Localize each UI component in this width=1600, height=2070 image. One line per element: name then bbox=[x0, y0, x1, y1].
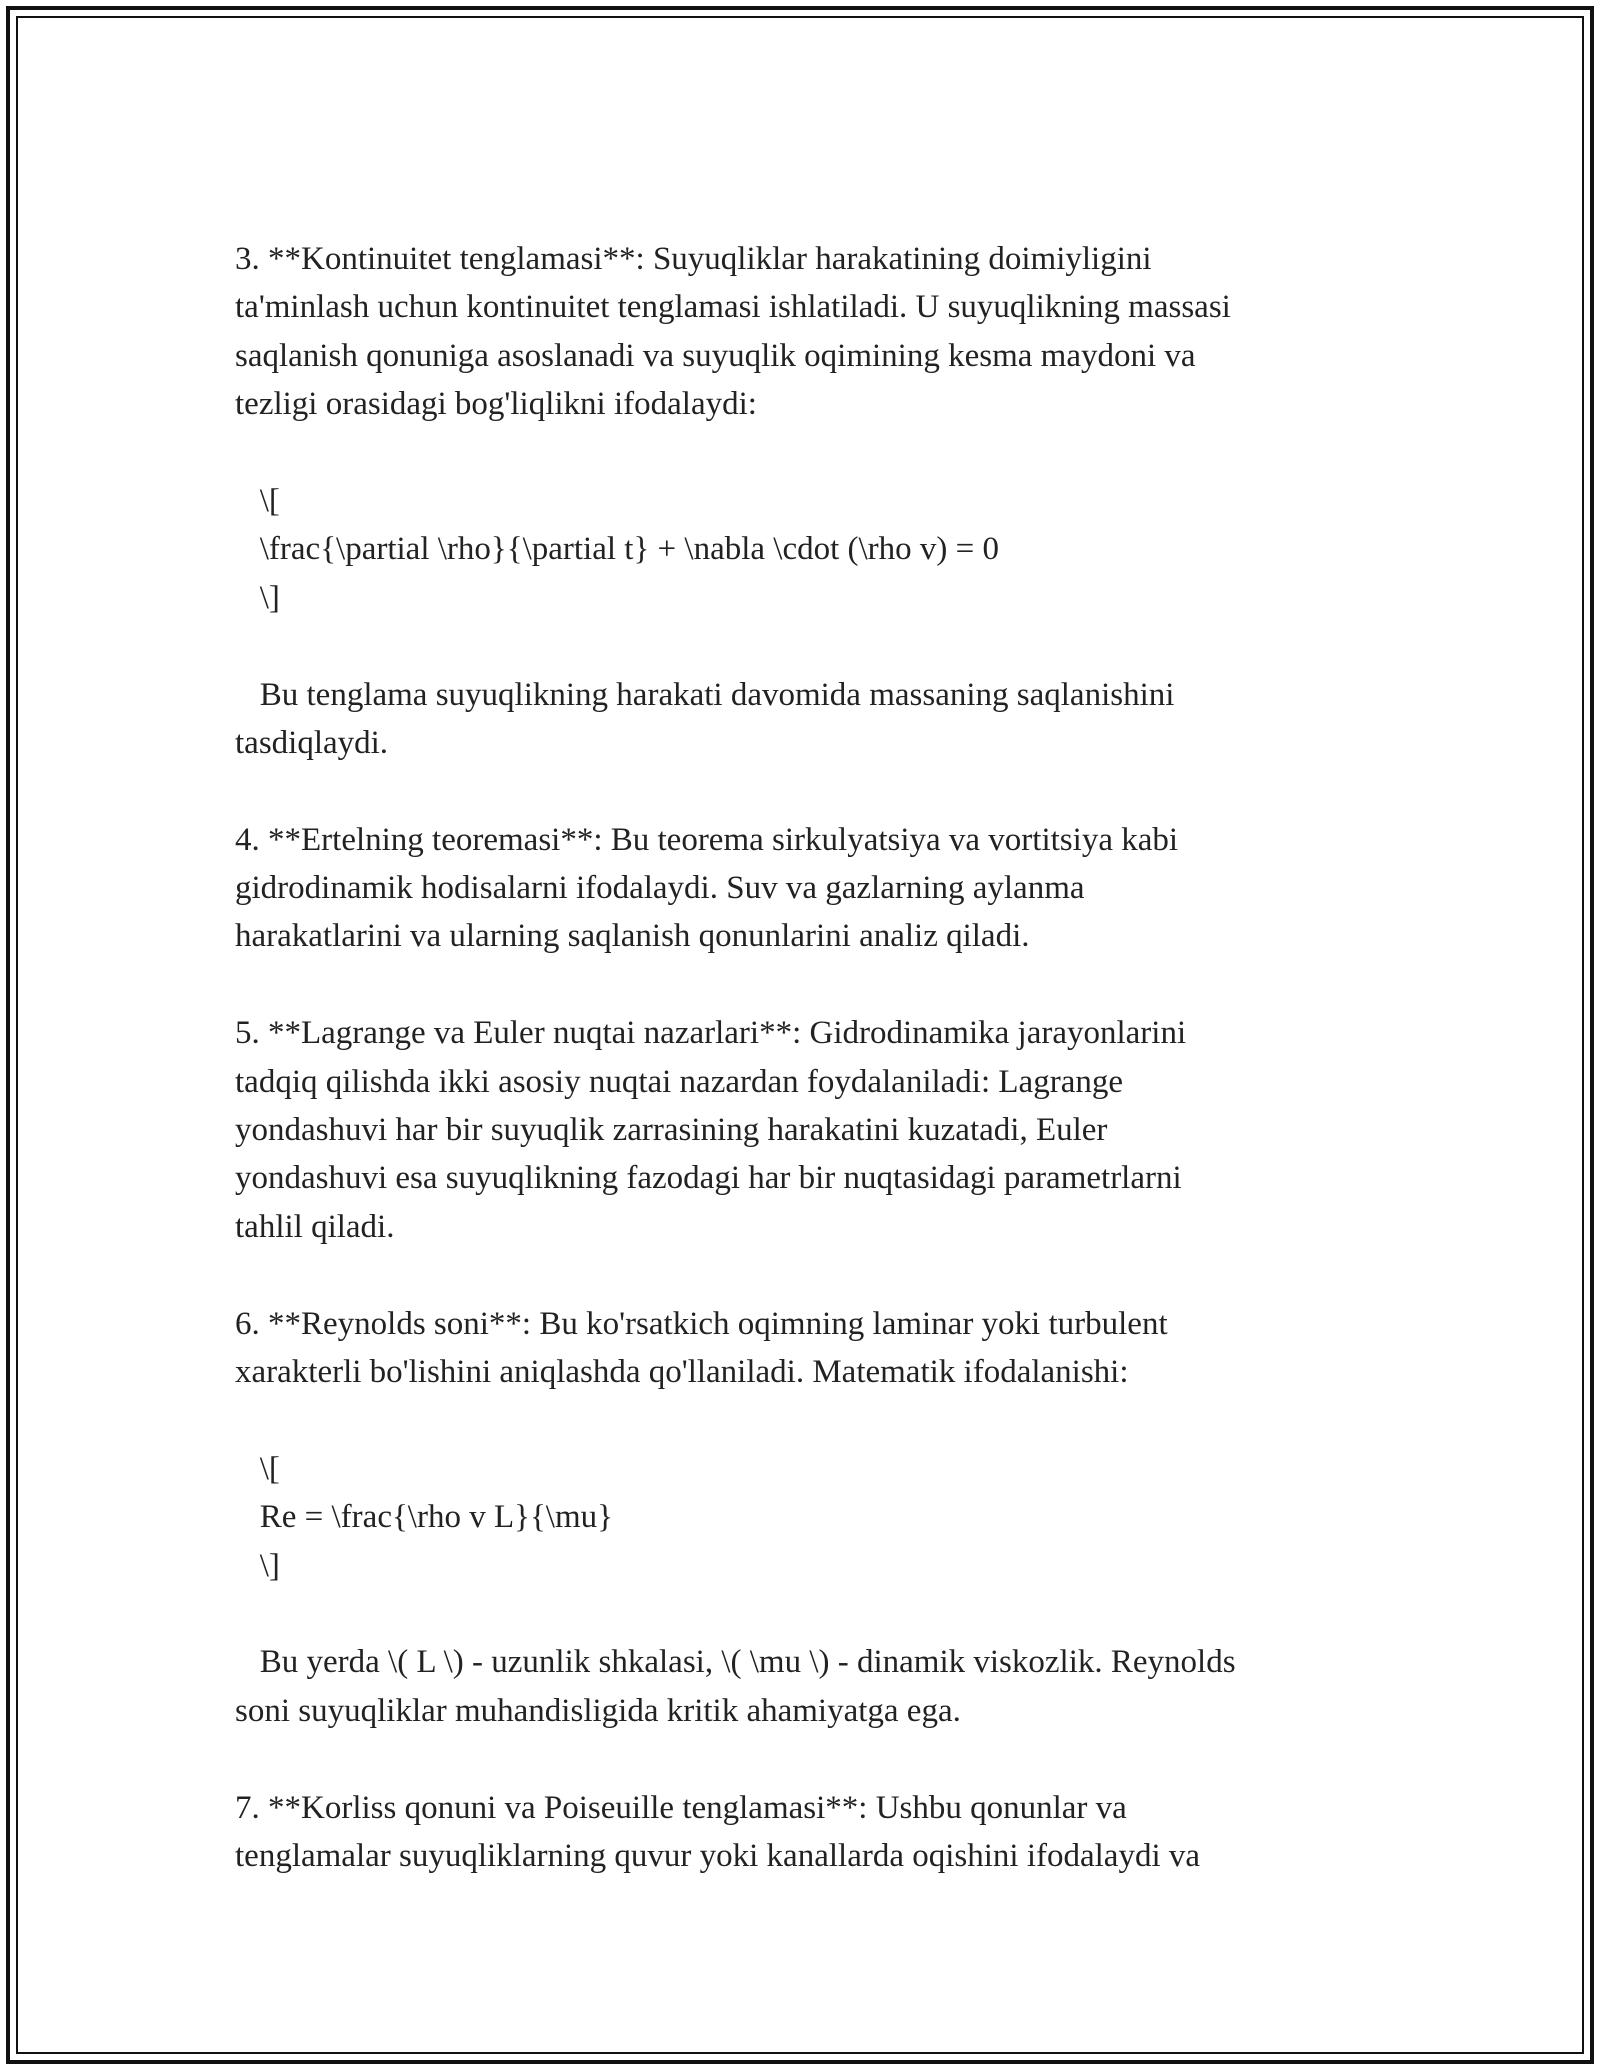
blank-line bbox=[235, 961, 1375, 1009]
text-line: tasdiqlaydi. bbox=[235, 724, 389, 761]
text-line: gidrodinamik hodisalarni ifodalaydi. Suv va gazlarning aylanma bbox=[235, 870, 1085, 907]
text-line: \] bbox=[235, 579, 280, 616]
text-line: yondashuvi esa suyuqlikning fazodagi har bir nuqtasidagi parametrlarni bbox=[235, 1160, 1182, 1197]
text-line: tenglamalar suyuqliklarning quvur yoki kanallarda oqishini ifodalaydi va bbox=[235, 1837, 1201, 1874]
text-line: harakatlarini va ularning saqlanish qonunlarini analiz qiladi. bbox=[235, 918, 1030, 955]
text-line: tezligi orasidagi bog'liqlikni ifodalaydi: bbox=[235, 386, 757, 423]
text-line: \] bbox=[235, 1547, 280, 1584]
text-line: 6. **Reynolds soni**: Bu ko'rsatkich oqimning laminar yoki turbulent bbox=[235, 1305, 1168, 1342]
text-line: soni suyuqliklar muhandisligida kritik ahamiyatga ega. bbox=[235, 1692, 961, 1729]
text-line: 7. **Korliss qonuni va Poiseuille tenglamasi**: Ushbu qonunlar va bbox=[235, 1789, 1127, 1826]
text-line: Re = \frac{\rho v L}{\mu} bbox=[235, 1499, 613, 1536]
text-line: 4. **Ertelning teoremasi**: Bu teorema sirkulyatsiya va vortitsiya kabi bbox=[235, 821, 1179, 858]
text-line: Bu yerda \( L \) - uzunlik shkalasi, \( \mu \) - dinamik viskozlik. Reynolds bbox=[235, 1644, 1236, 1681]
text-line: tahlil qiladi. bbox=[235, 1208, 395, 1245]
blank-line bbox=[235, 622, 1375, 670]
text-line: yondashuvi har bir suyuqlik zarrasining harakatini kuzatadi, Euler bbox=[235, 1112, 1108, 1149]
text-line: tadqiq qilishda ikki asosiy nuqtai nazardan foydalaniladi: Lagrange bbox=[235, 1063, 1123, 1100]
text-line: 3. **Kontinuitet tenglamasi**: Suyuqliklar harakatining doimiyligini bbox=[235, 241, 1152, 277]
text-line: xarakterli bo'lishini aniqlashda qo'llaniladi. Matematik ifodalanishi: bbox=[235, 1353, 1129, 1390]
document-body bbox=[235, 235, 1375, 1880]
blank-line bbox=[235, 1396, 1375, 1444]
text-line: Bu tenglama suyuqlikning harakati davomida massaning saqlanishini bbox=[235, 676, 1175, 713]
blank-line bbox=[235, 429, 1375, 477]
blank-line bbox=[235, 1251, 1375, 1299]
blank-line bbox=[235, 767, 1375, 815]
text-line: ta'minlash uchun kontinuitet tenglamasi ishlatiladi. U suyuqlikning massasi bbox=[235, 289, 1231, 326]
blank-line bbox=[235, 1590, 1375, 1638]
text-line: \[ bbox=[235, 482, 280, 519]
text-line: 5. **Lagrange va Euler nuqtai nazarlari**: Gidrodinamika jarayonlarini bbox=[235, 1015, 1187, 1052]
text-line: \[ bbox=[235, 1450, 280, 1487]
text-line: saqlanish qonuniga asoslanadi va suyuqlik oqimining kesma maydoni va bbox=[235, 337, 1196, 374]
blank-line bbox=[235, 1735, 1375, 1783]
text-line: \frac{\partial \rho}{\partial t} + \nabla \cdot (\rho v) = 0 bbox=[235, 531, 1000, 568]
